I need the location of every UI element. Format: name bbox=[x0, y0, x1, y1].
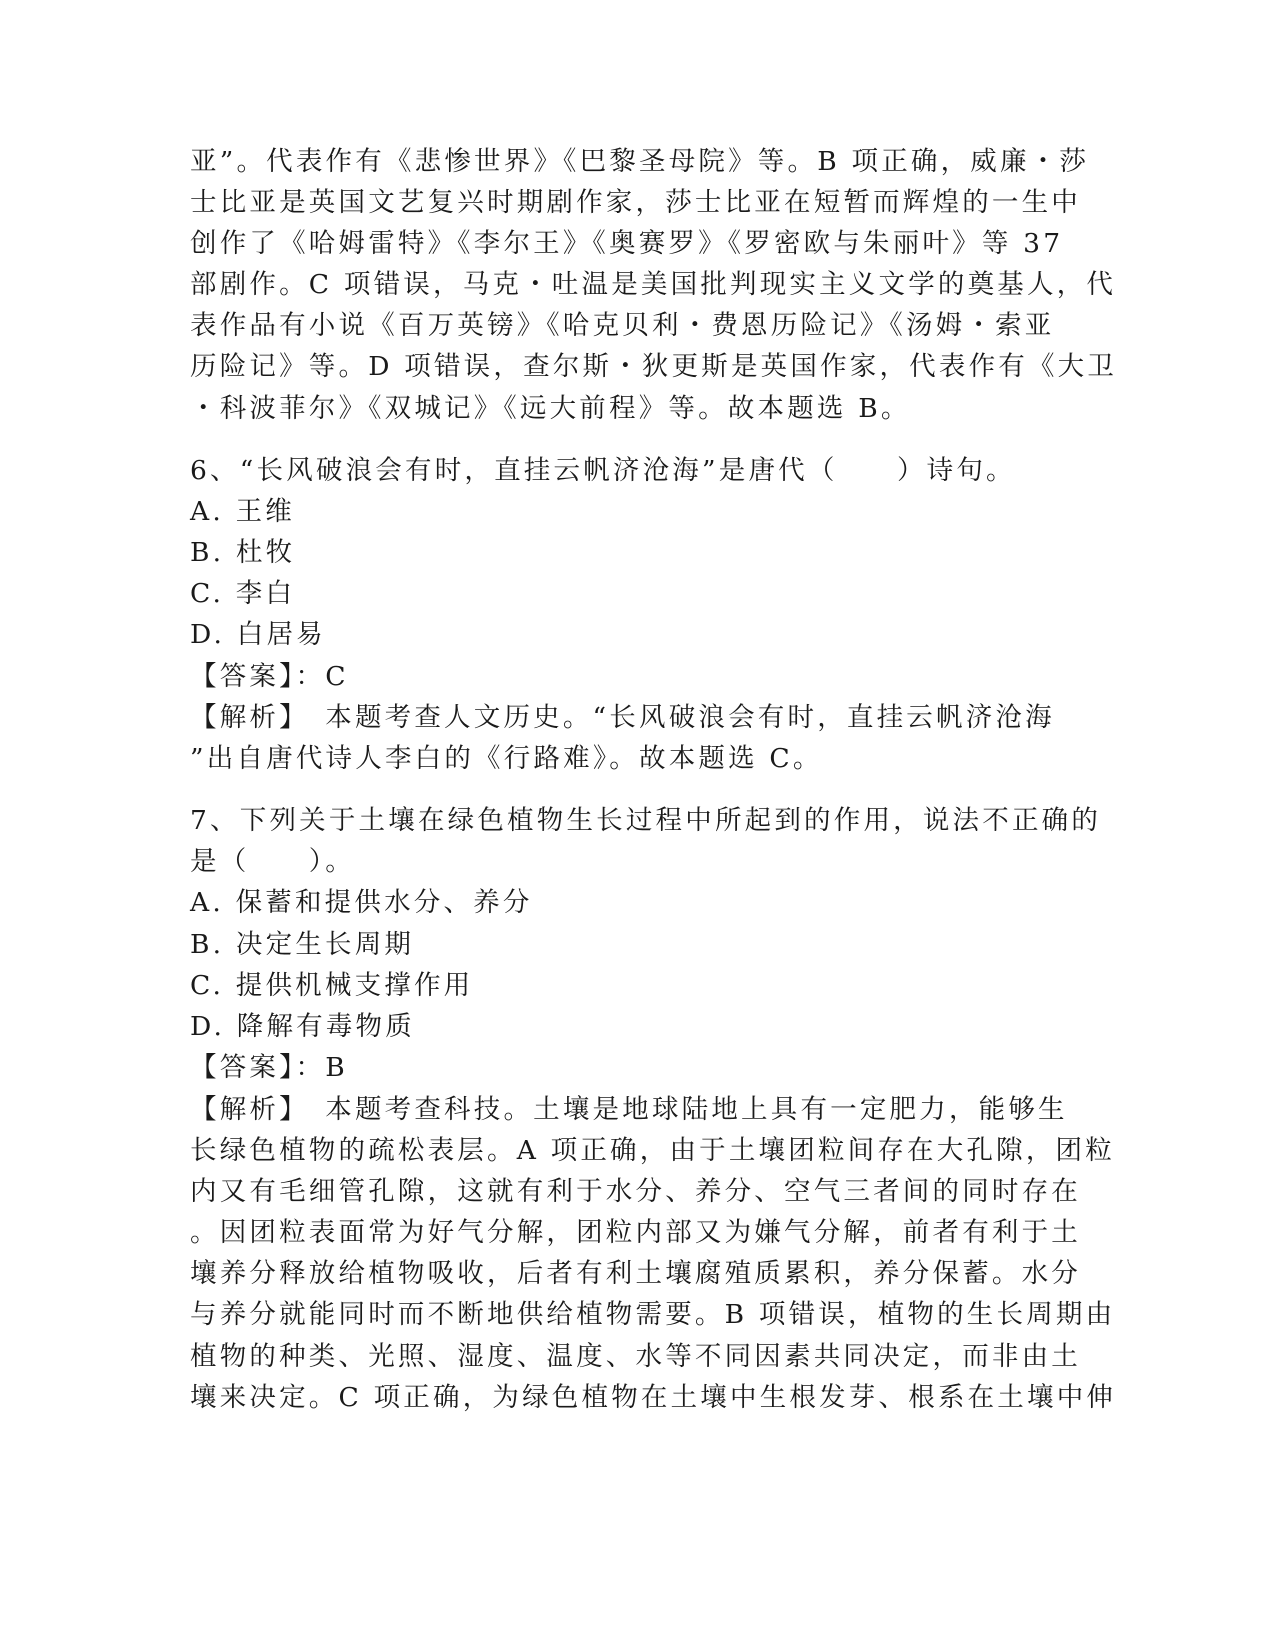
analysis-line: 壤来决定。C 项正确，为绿色植物在土壤中生根发芽、根系在土壤中伸 bbox=[190, 1382, 1117, 1413]
analysis-line: 与养分就能同时而不断地供给植物需要。B 项错误，植物的生长周期由 bbox=[190, 1299, 1116, 1330]
analysis-line: 【解析】 本题考查人文历史。“长风破浪会有时，直挂云帆济沧海 bbox=[190, 702, 1055, 733]
analysis-line: 长绿色植物的疏松表层。A 项正确，由于土壤团粒间存在大孔隙，团粒 bbox=[190, 1135, 1115, 1166]
text-line: ・科波菲尔》《双城记》《远大前程》等。故本题选 B。 bbox=[190, 393, 911, 424]
option-d: D. 白居易 bbox=[190, 619, 326, 650]
option-b: B. 杜牧 bbox=[190, 537, 296, 568]
question-6-stem: 6、“长风破浪会有时，直挂云帆济沧海”是唐代（ ）诗句。 bbox=[190, 455, 1016, 486]
text-line: 亚”。代表作有《悲惨世界》《巴黎圣母院》等。B 项正确，威廉・莎 bbox=[190, 146, 1090, 177]
text-line: 部剧作。C 项错误，马克・吐温是美国批判现实主义文学的奠基人，代 bbox=[190, 269, 1117, 300]
option-a: A. 王维 bbox=[190, 496, 295, 527]
option-c: C. 李白 bbox=[190, 578, 296, 609]
analysis-line: 壤养分释放给植物吸收，后者有利土壤腐殖质累积，养分保蓄。水分 bbox=[190, 1258, 1081, 1289]
text-line: 创作了《哈姆雷特》《李尔王》《奥赛罗》《罗密欧与朱丽叶》等 37 bbox=[190, 228, 1064, 259]
analysis-line: 内又有毛细管孔隙，这就有利于水分、养分、空气三者间的同时存在 bbox=[190, 1176, 1081, 1207]
text-line: 表作品有小说《百万英镑》《哈克贝利・费恩历险记》《汤姆・索亚 bbox=[190, 310, 1055, 341]
answer-line: 【答案】：B bbox=[190, 1052, 348, 1083]
text-line: 历险记》等。D 项错误，查尔斯・狄更斯是英国作家，代表作有《大卫 bbox=[190, 351, 1118, 382]
option-a: A. 保蓄和提供水分、养分 bbox=[190, 887, 533, 918]
analysis-line: 【解析】 本题考查科技。土壤是地球陆地上具有一定肥力，能够生 bbox=[190, 1094, 1068, 1125]
answer-line: 【答案】：C bbox=[190, 661, 349, 692]
analysis-line: 植物的种类、光照、湿度、温度、水等不同因素共同决定，而非由土 bbox=[190, 1341, 1081, 1372]
option-d: D. 降解有毒物质 bbox=[190, 1011, 415, 1042]
option-b: B. 决定生长周期 bbox=[190, 929, 415, 960]
text-line: 士比亚是英国文艺复兴时期剧作家，莎士比亚在短暂而辉煌的一生中 bbox=[190, 187, 1081, 218]
analysis-line: 。因团粒表面常为好气分解，团粒内部又为嫌气分解，前者有利于土 bbox=[190, 1217, 1081, 1248]
question-7-stem: 是（ ）。 bbox=[190, 846, 355, 877]
analysis-line: ”出自唐代诗人李白的《行路难》。故本题选 C。 bbox=[190, 743, 823, 774]
option-c: C. 提供机械支撑作用 bbox=[190, 970, 474, 1001]
question-7-stem: 7、下列关于土壤在绿色植物生长过程中所起到的作用，说法不正确的 bbox=[190, 805, 1102, 836]
